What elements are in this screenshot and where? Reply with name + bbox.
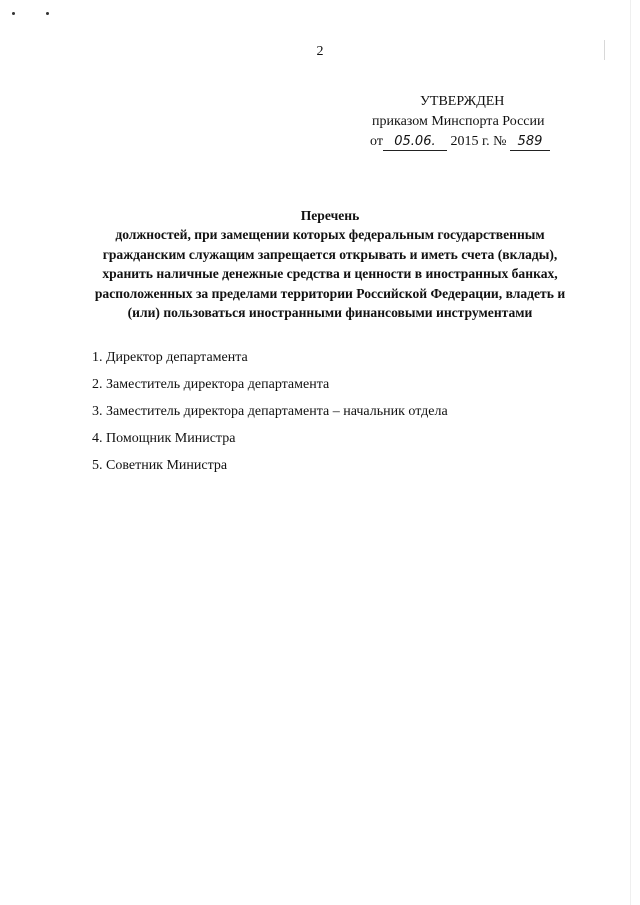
title-line: гражданским служащим запрещается открывать и иметь счета (вклады), (102, 246, 558, 262)
handwritten-number: 589 (510, 134, 550, 151)
title-line: хранить наличные денежные средства и ценности в иностранных банках, (102, 266, 558, 282)
list-item: 1. Директор департамента (92, 350, 248, 365)
approval-order: приказом Минспорта России (372, 114, 545, 129)
title-line: (или) пользоваться иностранными финансовыми инструментами (127, 305, 533, 321)
year-text: 2015 г. № (450, 134, 507, 149)
list-item: 5. Советник Министра (92, 458, 228, 473)
scan-dot (12, 12, 15, 15)
list-item: 4. Помощник Министра (92, 431, 236, 446)
approval-stamp (360, 92, 600, 152)
title-line: расположенных за пределами территории Российской Федерации, владеть и (94, 285, 566, 301)
scan-dot (46, 12, 49, 15)
page-number: 2 (316, 44, 324, 59)
approval-title: УТВЕРЖДЕН (420, 94, 505, 109)
date-prefix: от (370, 134, 383, 149)
list-item: 3. Заместитель директора департамента – начальник отдела (92, 404, 448, 419)
title-heading: Перечень (300, 208, 360, 223)
list-item: 2. Заместитель директора департамента (92, 377, 330, 392)
handwritten-date: 05.06. (383, 134, 447, 151)
approval-date-row (360, 132, 600, 152)
title-line: должностей, при замещении которых федеральным государственным (115, 227, 545, 243)
scan-edge-line (630, 0, 631, 905)
positions-list (92, 348, 602, 483)
document-title (56, 206, 604, 322)
